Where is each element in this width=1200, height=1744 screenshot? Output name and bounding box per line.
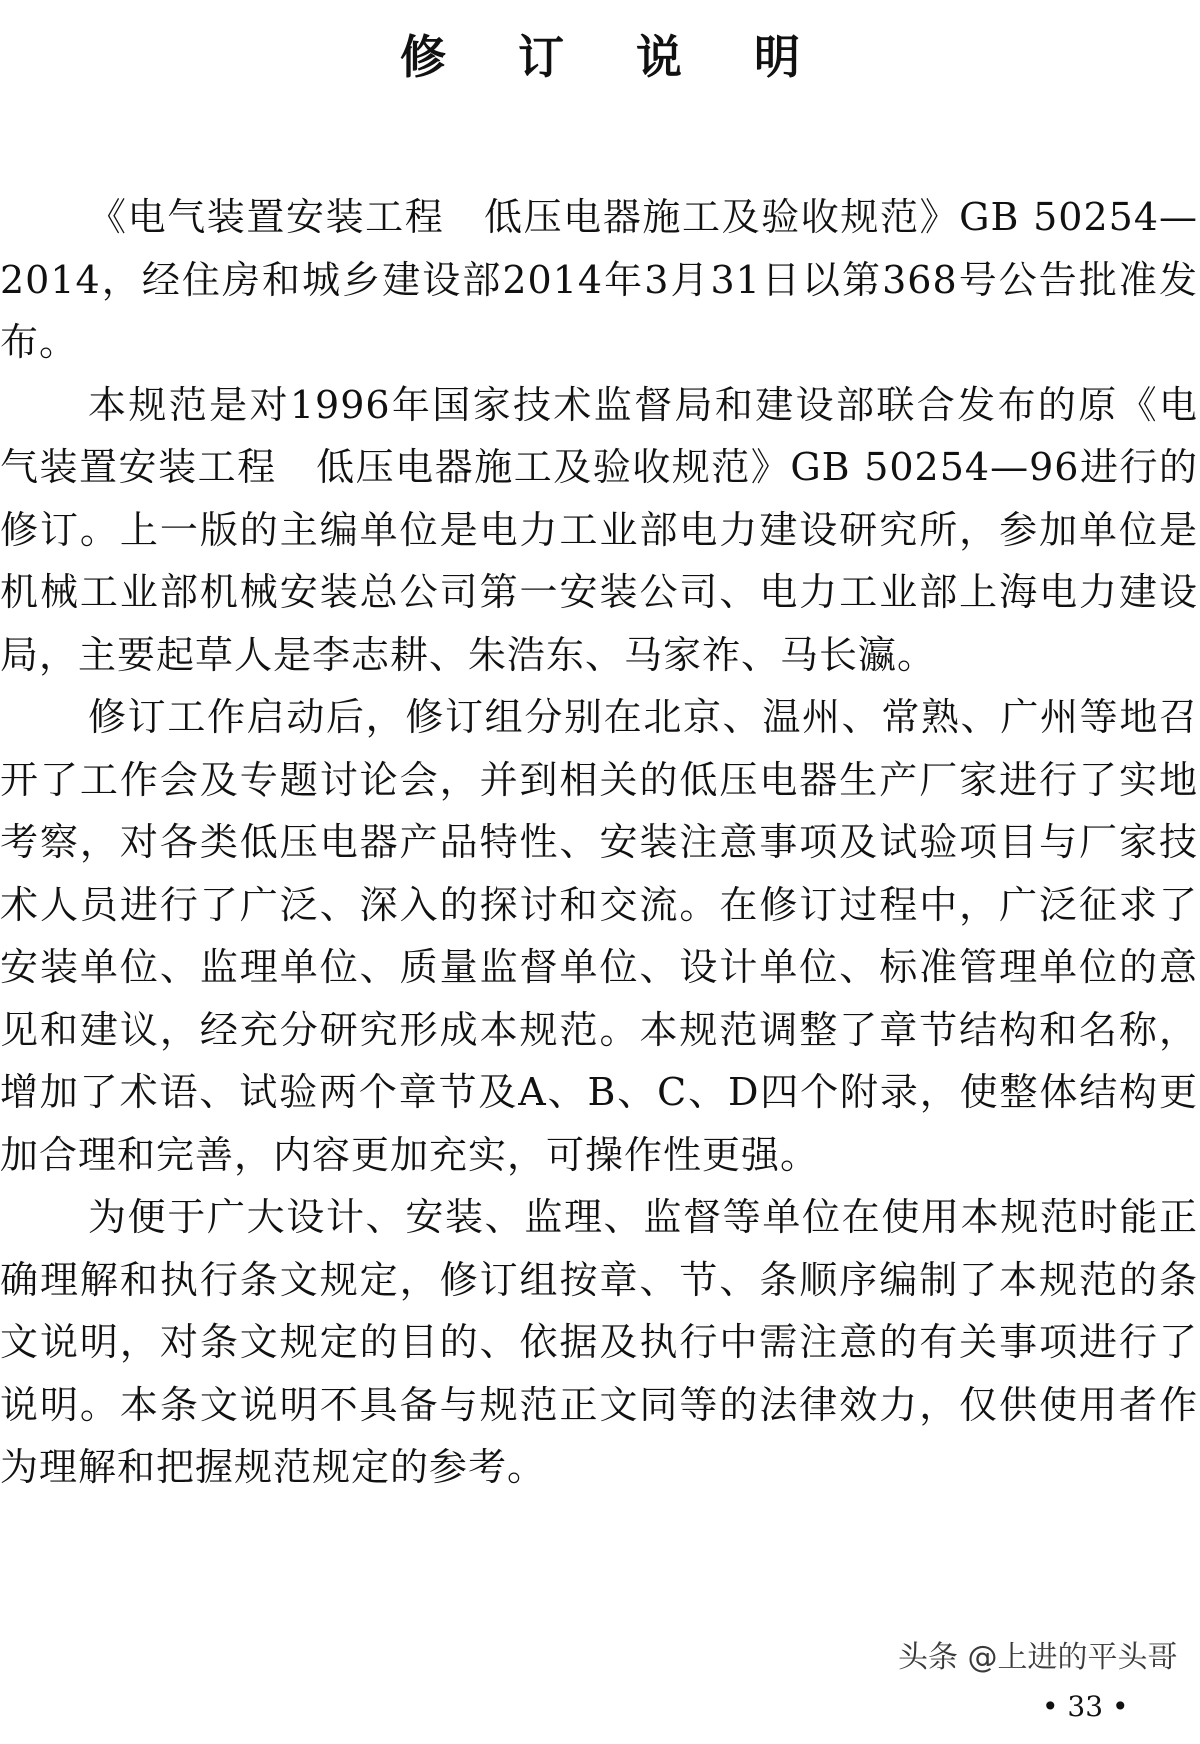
paragraph-approval: 《电气装置安装工程 低压电器施工及验收规范》GB 50254—2014，经住房和城乡建设部2014年3月31日以第368号公告批准发布。 [0, 195, 1198, 364]
page-title: 修 订 说 明 [399, 29, 829, 84]
page-number: • 33 • [1042, 1690, 1129, 1723]
paragraph-revision-history: 本规范是对1996年国家技术监督局和建设部联合发布的原《电气装置安装工程 低压电器施工及验收规范》GB 50254—96进行的修订。上一版的主编单位是电力工业部电力建设研究所，参加单位是机械工业部机械安装总公司第一安装公司、电力工业部上海电力建设局，主要起草人是李志耕、朱浩东、马家祚、马长瀛。 [0, 382, 1198, 677]
paragraph-revision-process: 修订工作启动后，修订组分别在北京、温州、常熟、广州等地召开了工作会及专题讨论会，并到相关的低压电器生产厂家进行了实地考察，对各类低压电器产品特性、安装注意事项及试验项目与厂家技术人员进行了广泛、深入的探讨和交流。在修订过程中，广泛征求了安装单位、监理单位、质量监督单位、设计单位、标准管理单位的意见和建议，经充分研究形成本规范。本规范调整了章节结构和名称，增加了术语、试验两个章节及A、B、C、D四个附录，使整体结构更加合理和完善，内容更加充实，可操作性更强。 [0, 695, 1198, 1177]
source-watermark: 头条 @上进的平头哥 [898, 1640, 1178, 1675]
document-body [0, 186, 1198, 1499]
paragraph-explanation-purpose: 为便于广大设计、安装、监理、监督等单位在使用本规范时能正确理解和执行条文规定，修订组按章、节、条顺序编制了本规范的条文说明，对条文规定的目的、依据及执行中需注意的有关事项进行了说明。本条文说明不具备与规范正文同等的法律效力，仅供使用者作为理解和把握规范规定的参考。 [0, 1195, 1198, 1489]
